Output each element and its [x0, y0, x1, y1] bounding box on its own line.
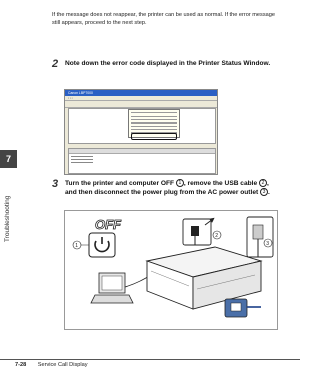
window-titlebar: Canon LBP7000 [65, 90, 217, 96]
footer-section-title: Service Call Display [37, 362, 88, 368]
callout-3: 3 [260, 188, 268, 196]
callout-2: 2 [259, 179, 267, 187]
step-number: 3 [52, 178, 59, 190]
power-off-illustration [64, 210, 278, 330]
step-text: Turn the printer and computer OFF 1 , remove the USB cable 2 , and then disconnect the power plug from the AC power outlet 3 . [65, 180, 270, 196]
usb-plug-icon [183, 219, 221, 245]
chapter-tab: 7 [0, 150, 17, 168]
off-label: OFF [95, 217, 121, 232]
window-menubar: ▫ ▫ ▫ [68, 96, 73, 100]
power-off-icon [73, 217, 122, 257]
printer-status-window-screenshot [64, 89, 218, 175]
footer-rule [0, 359, 300, 360]
step-text: Note down the error code displayed in the Printer Status Window. [65, 60, 271, 67]
callout-1-label: 1 [75, 243, 79, 249]
chapter-side-label: Troubleshooting [4, 195, 11, 242]
window-toolbar [65, 100, 217, 108]
step-number: 2 [52, 58, 59, 70]
error-code-highlight [131, 133, 177, 140]
callout-2-label: 2 [215, 233, 219, 239]
intro-paragraph: If the message does not reappear, the printer can be used as normal. If the error message still appears, proceed to the next step. [52, 12, 275, 26]
job-list [68, 148, 216, 174]
footer-page-number: 7-28 [15, 362, 27, 368]
callout-3-label: 3 [266, 241, 270, 247]
callout-1: 1 [176, 179, 184, 187]
page-footer [15, 362, 88, 368]
